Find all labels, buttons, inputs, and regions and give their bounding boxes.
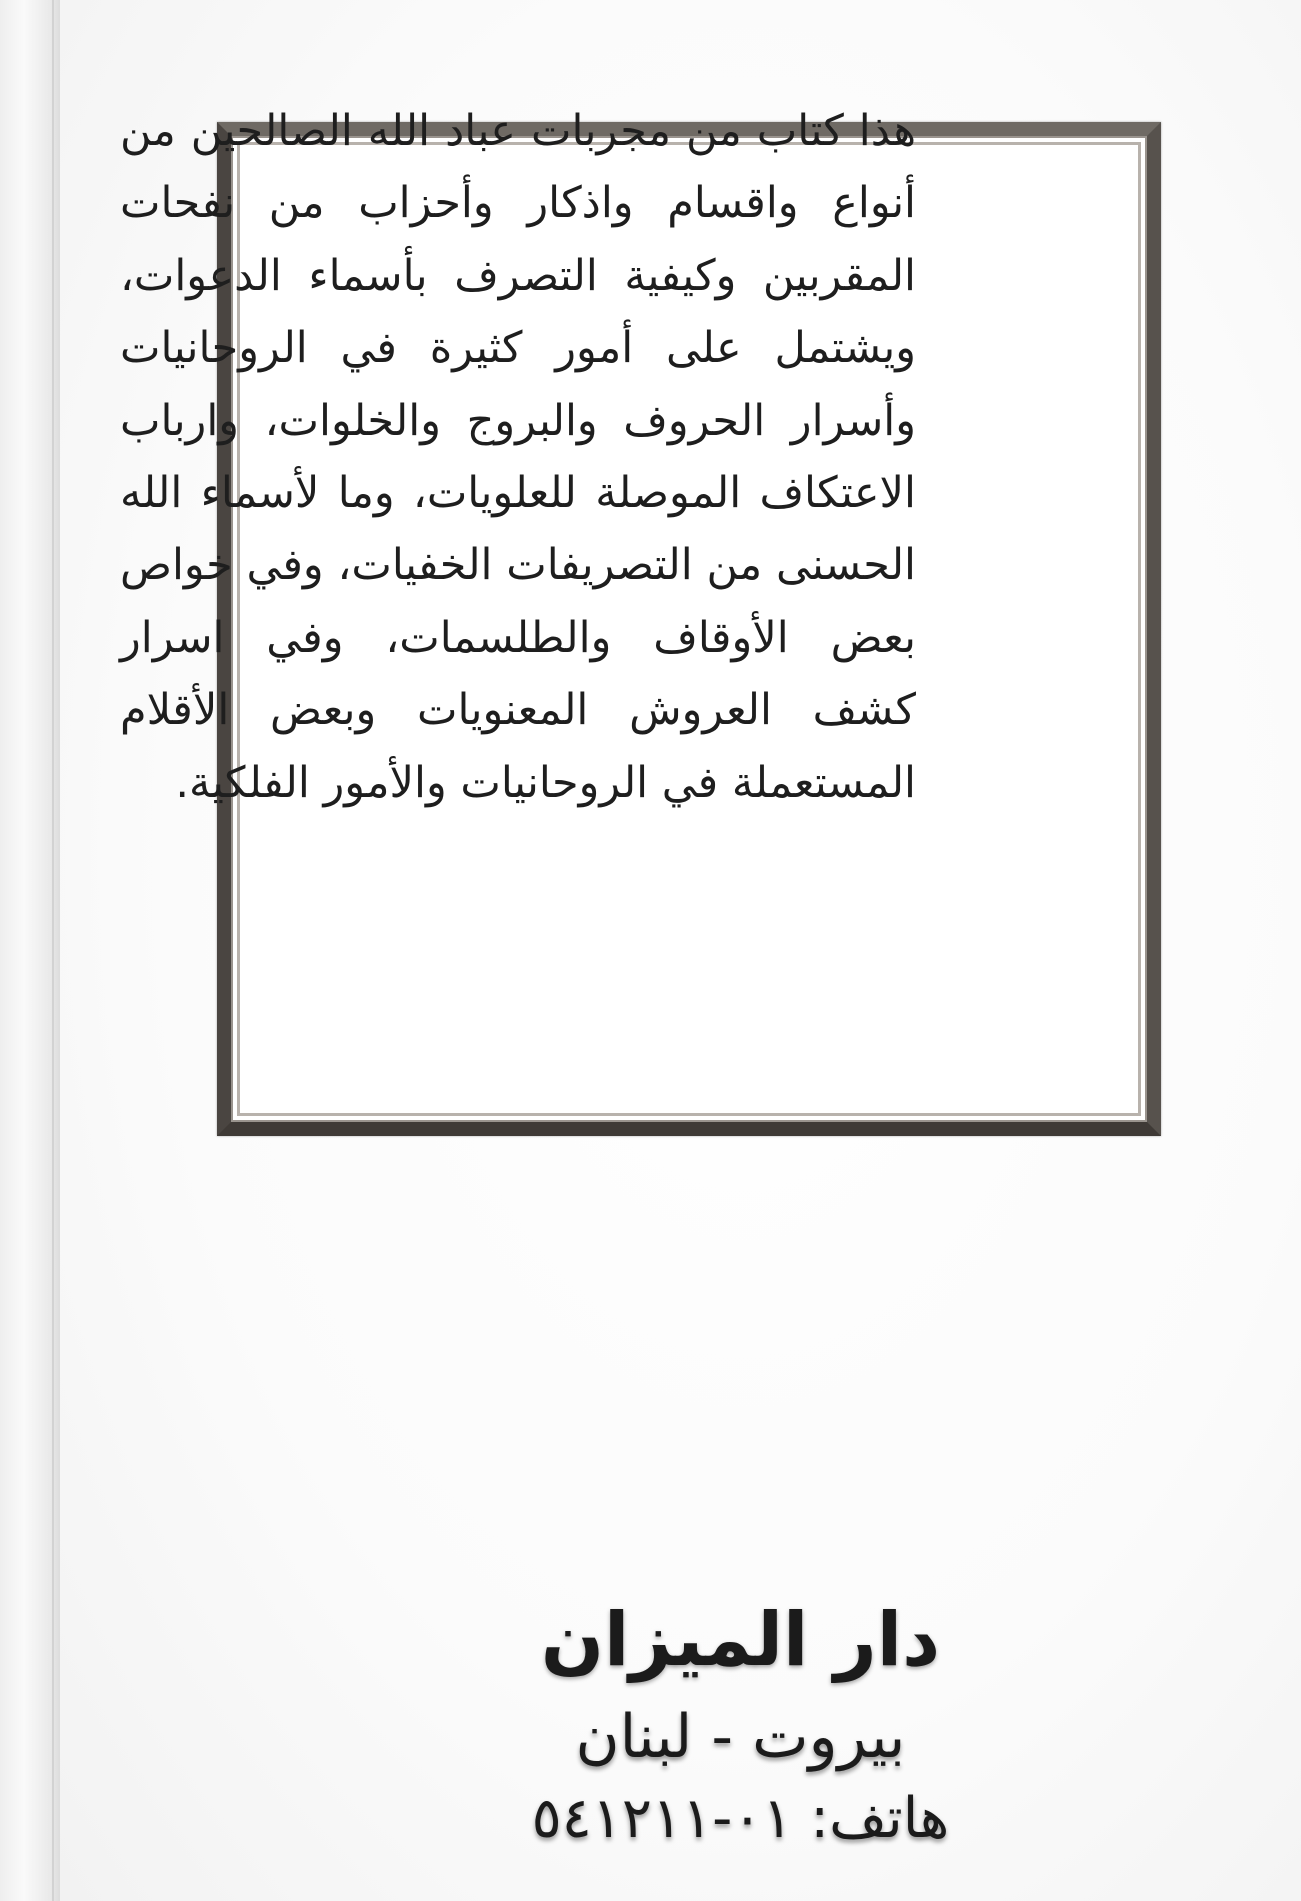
book-description: هذا كتاب من مجربات عباد الله الصالحين من أنواع واقسام واذكار وأحزاب من نفحات المقربين وكيفية التصرف بأسماء الدعوات، ويشتمل على أمور كثيرة في الروحانيات وأسرار الحروف والبروج والخلوات، وارباب الاعتكاف الموصلة للعلويات، وما لأسماء الله الحسنى من التصريفات الخفيات، وفي خواص بعض الأوقاف والطلسمات، وفي اسرار كشف العروش المعنويات وبعض الأقلام المستعملة في الروحانيات والأمور الفلكية. — [120, 106, 916, 808]
publisher-phone: هاتف: ٠١-٥٤١٢١١ — [531, 1786, 950, 1851]
book-spine-edge — [0, 0, 60, 1901]
publisher-city: بيروت - لبنان — [575, 1702, 906, 1772]
back-cover — [60, 0, 1301, 1901]
publisher-block — [120, 1590, 1301, 1860]
spine-crease — [52, 0, 54, 1901]
publisher-logo-name: دار الميزان — [540, 1597, 941, 1683]
